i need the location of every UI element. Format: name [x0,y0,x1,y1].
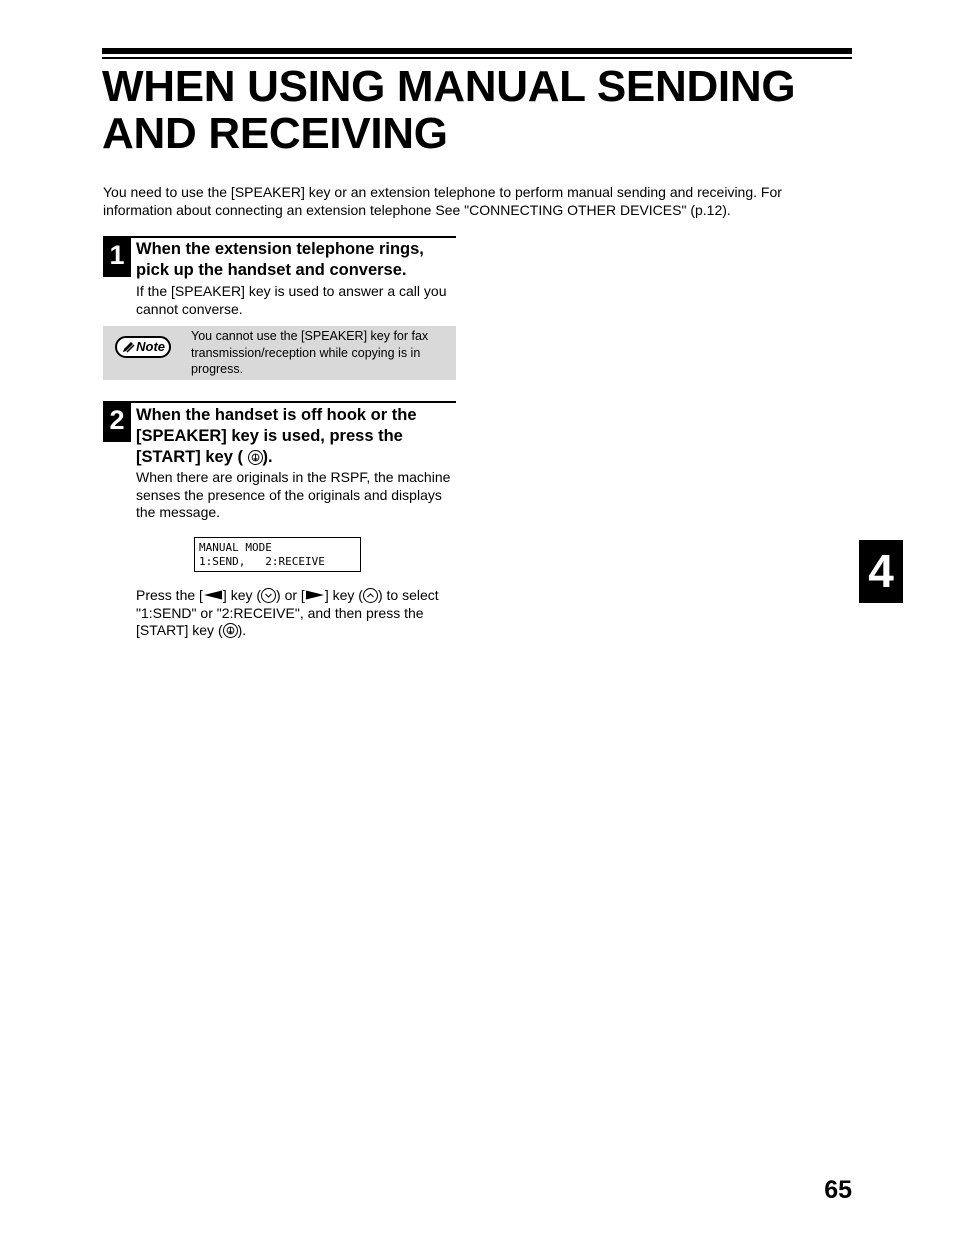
pencil-icon [121,340,135,359]
step-2-heading-text: When the handset is off hook or the [SPEAKER] key is used, press the [START] key ( [136,406,417,466]
start-key-icon [223,623,238,638]
intro-paragraph: You need to use the [SPEAKER] key or an extension telephone to perform manual sending and receiving. For information about connecting an extension telephone See "CONNECTING OTHER DEVICES" (p.12). [103,184,782,218]
press-text-1: Press the [ [136,587,203,603]
header-rule-thick [102,48,852,54]
note-text: You cannot use the [SPEAKER] key for fax transmission/reception while copying is in progress. [191,329,429,376]
start-key-icon [248,450,263,465]
note-label: Note [136,339,165,354]
note-box [103,326,456,380]
step-2-heading [136,405,456,468]
lcd-line-2: 1:SEND, 2:RECEIVE [199,555,325,568]
step-1-heading: When the extension telephone rings, pick up the handset and converse. [136,240,424,279]
header-rule-thin [102,57,852,59]
page-title: WHEN USING MANUAL SENDING AND RECEIVING [102,62,796,158]
up-chevron-key-icon [363,588,378,603]
step-2-number: 2 [103,402,131,442]
right-arrow-icon [305,587,325,605]
press-text-5: ) to select "1:SEND" or "2:RECEIVE", and then press the [START] key ( [136,587,439,638]
down-chevron-key-icon [261,588,276,603]
step-1-number: 1 [103,237,131,277]
press-text-2: ] key ( [222,587,262,603]
left-arrow-icon [203,587,223,605]
note-badge [115,336,171,358]
lcd-display [194,537,361,572]
step-1-body: If the [SPEAKER] key is used to answer a call you cannot converse. [136,283,447,317]
step-2-heading-end: ). [262,448,273,466]
step-2-body: When there are originals in the RSPF, the machine senses the presence of the originals and displays the message. [136,469,451,520]
step-2-instructions [136,587,458,640]
step-2-rule [103,401,456,403]
page-number: 65 [824,1176,852,1204]
press-text-4: ] key ( [324,587,363,603]
step-1-rule [103,236,456,238]
lcd-line-1: MANUAL MODE [199,541,272,554]
chapter-tab: 4 [859,540,903,603]
press-text-6: ). [237,622,247,638]
press-text-3: ) or [ [276,587,305,603]
